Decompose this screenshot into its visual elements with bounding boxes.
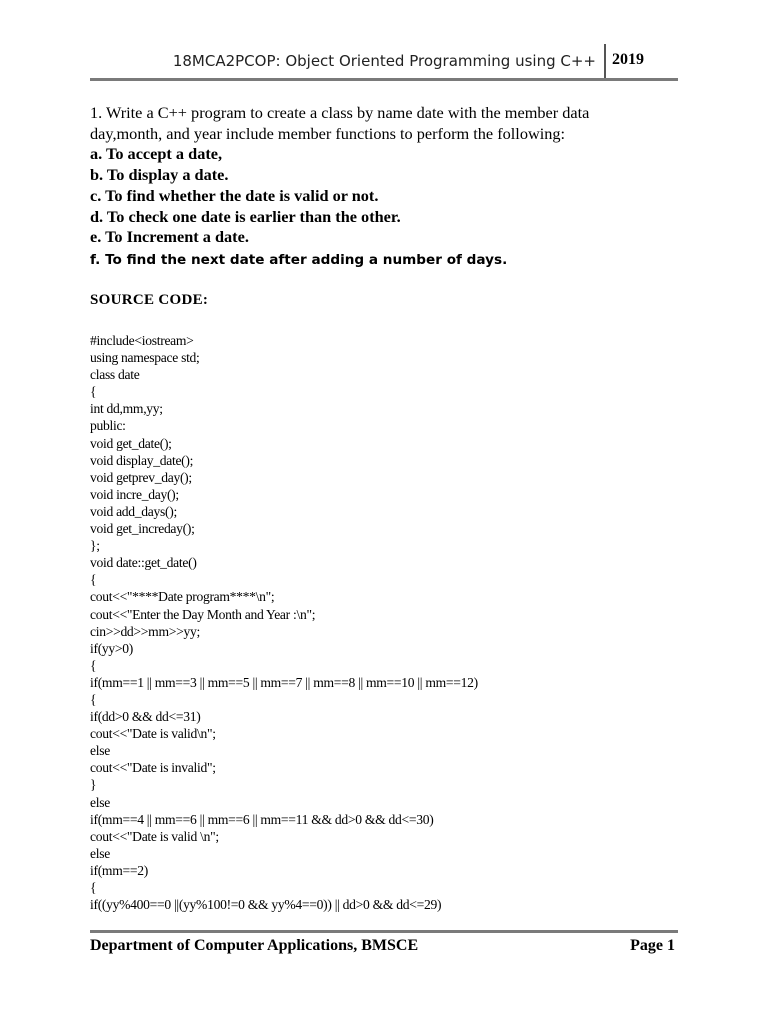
code-line: void incre_day(); (90, 486, 179, 502)
code-block (90, 332, 690, 913)
code-line: void get_date(); (90, 435, 172, 451)
question-intro-line-1: 1. Write a C++ program to create a class by name date with the member data (90, 103, 590, 122)
code-line: cout<<"Date is valid\n"; (90, 726, 216, 742)
code-line: void add_days(); (90, 503, 177, 519)
code-line: }; (90, 538, 100, 554)
code-line: { (90, 384, 97, 400)
code-line: if(dd>0 && dd<=31) (90, 709, 201, 725)
code-line: else (90, 845, 110, 861)
code-line: else (90, 743, 110, 759)
question-item-f: f. To find the next date after adding a number of days. (90, 251, 508, 268)
code-line: using namespace std; (90, 350, 200, 366)
code-line: void getprev_day(); (90, 469, 192, 485)
code-line: if(mm==4 || mm==6 || mm==6 || mm==11 && dd>0 && dd<=30) (90, 811, 434, 827)
code-line: int dd,mm,yy; (90, 401, 163, 417)
code-line: #include<iostream> (90, 333, 194, 348)
code-line: else (90, 794, 110, 810)
code-line: cout<<"Enter the Day Month and Year :\n"; (90, 606, 316, 622)
code-line: public: (90, 418, 126, 434)
question-item-d: d. To check one date is earlier than the other. (90, 206, 401, 226)
code-line: cout<<"****Date program****\n"; (90, 589, 275, 605)
code-line: if(mm==2) (90, 862, 148, 878)
question-item-a: a. To accept a date, (90, 144, 223, 164)
code-line: } (90, 777, 97, 793)
code-line: { (90, 691, 97, 707)
code-line: cout<<"Date is invalid"; (90, 760, 216, 776)
question-item-e: e. To Increment a date. (90, 227, 249, 247)
code-line: void display_date(); (90, 452, 194, 468)
code-line: void date::get_date() (90, 555, 197, 571)
course-title: 18MCA2PCOP: Object Oriented Programming using C++ (172, 52, 596, 70)
code-line: { (90, 572, 97, 588)
header-divider (604, 44, 606, 78)
footer-department: Department of Computer Applications, BMSCE (90, 937, 419, 954)
code-line: cin>>dd>>mm>>yy; (90, 623, 200, 639)
header-year: 2019 (612, 51, 644, 68)
source-code-heading: SOURCE CODE: (90, 292, 209, 308)
question-block (90, 103, 690, 271)
code-line: { (90, 880, 97, 895)
code-line: if((yy%400==0 ||(yy%100!=0 && yy%4==0)) || dd>0 && dd<=29) (90, 897, 442, 913)
question-intro-line-2: day,month, and year include member functions to perform the following: (90, 123, 566, 143)
code-line: if(yy>0) (90, 640, 134, 656)
code-line: { (90, 657, 97, 673)
code-line: class date (90, 367, 140, 383)
footer-rule (90, 930, 678, 933)
page-header (90, 44, 678, 81)
code-line: cout<<"Date is valid \n"; (90, 828, 219, 844)
code-line: void get_increday(); (90, 521, 195, 537)
code-line: if(mm==1 || mm==3 || mm==5 || mm==7 || mm==8 || mm==10 || mm==12) (90, 674, 478, 690)
question-item-b: b. To display a date. (90, 165, 229, 185)
question-item-c: c. To find whether the date is valid or not. (90, 185, 379, 205)
footer-page-number: Page 1 (630, 937, 675, 954)
